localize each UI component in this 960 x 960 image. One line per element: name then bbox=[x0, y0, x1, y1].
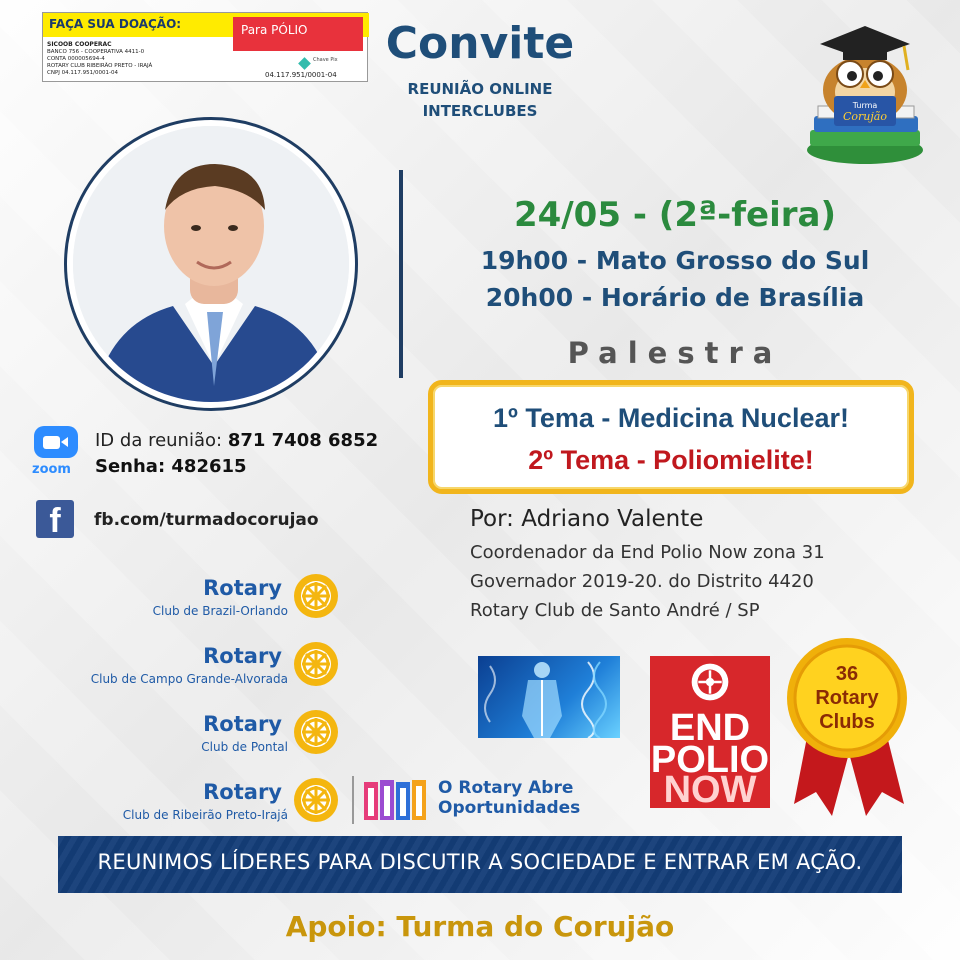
donation-header: FAÇA SUA DOAÇÃO: bbox=[49, 17, 182, 31]
clubs-medal bbox=[786, 632, 934, 820]
pix-icon bbox=[298, 57, 311, 70]
rotary-club bbox=[40, 776, 340, 840]
speaker-photo bbox=[64, 117, 358, 411]
rotary-wordmark: Rotary bbox=[203, 712, 282, 736]
club-name: Club de Brazil-Orlando bbox=[152, 604, 288, 618]
zoom-icon[interactable] bbox=[34, 426, 78, 458]
owl-text-2: Corujão bbox=[843, 110, 887, 123]
rotary-wheel-icon bbox=[292, 776, 340, 824]
bank-line: BANCO 756 - COOPERATIVA 4411-0 bbox=[47, 49, 145, 55]
polio-word: POLIO bbox=[650, 739, 770, 781]
rotary-wordmark: Rotary bbox=[203, 644, 282, 668]
photo-frame bbox=[73, 126, 349, 402]
slogan-divider bbox=[352, 776, 354, 824]
open-doors-icon bbox=[362, 776, 428, 824]
speaker-portrait-icon bbox=[73, 126, 349, 402]
bank-line: CNPJ 04.117.951/0001-04 bbox=[47, 70, 118, 76]
end-word: END bbox=[669, 707, 751, 749]
theme-2: 2º Tema - Poliomielite! bbox=[528, 445, 814, 475]
banner-text: REUNIMOS LÍDERES PARA DISCUTIR A SOCIEDADE E ENTRAR EM AÇÃO. bbox=[97, 850, 863, 874]
rotary-wheel-icon bbox=[292, 708, 340, 756]
owl-logo-icon bbox=[800, 18, 930, 168]
bank-line: SICOOB COOPERAC bbox=[47, 41, 112, 48]
speaker-credential: Rotary Club de Santo André / SP bbox=[470, 600, 760, 621]
page-title: Convite bbox=[385, 18, 575, 69]
club-name: Club de Campo Grande-Alvorada bbox=[90, 672, 288, 686]
meeting-password: Senha: 482615 bbox=[95, 456, 247, 477]
subtitle-line: REUNIÃO ONLINE bbox=[407, 80, 553, 98]
medal-line: Rotary bbox=[815, 687, 879, 709]
theme-1: 1º Tema - Medicina Nuclear! bbox=[493, 403, 849, 433]
speaker-name: Adriano Valente bbox=[521, 506, 704, 532]
themes-box bbox=[428, 380, 914, 494]
zoom-lens-shape bbox=[61, 437, 68, 447]
bottom-banner bbox=[58, 836, 902, 893]
bank-line: ROTARY CLUB RIBEIRÃO PRETO - IRAJÁ bbox=[47, 63, 153, 69]
medal-line: Clubs bbox=[819, 711, 875, 733]
pix-key: 04.117.951/0001-04 bbox=[265, 71, 337, 79]
nuclear-medicine-image bbox=[478, 656, 620, 738]
event-time-brasilia: 20h00 - Horário de Brasília bbox=[485, 283, 865, 312]
zoom-camera-shape bbox=[43, 436, 60, 449]
club-name: Club de Pontal bbox=[201, 740, 288, 754]
slogan-line: O Rotary Abre bbox=[438, 778, 574, 798]
meeting-id-label: ID da reunião: bbox=[95, 430, 223, 451]
event-time-ms: 19h00 - Mato Grosso do Sul bbox=[480, 246, 870, 275]
rotary-wheel-icon bbox=[690, 662, 730, 702]
rotary-club bbox=[40, 572, 340, 636]
now-word: NOW bbox=[663, 769, 757, 811]
bank-line: CONTA 000005694-4 bbox=[47, 56, 105, 62]
event-kind: Palestra bbox=[567, 336, 783, 370]
subtitle bbox=[380, 78, 580, 122]
speaker-by-label: Por: bbox=[470, 506, 514, 532]
club-name: Club de Ribeirão Preto-Irajá bbox=[122, 808, 288, 822]
rotary-wordmark: Rotary bbox=[203, 780, 282, 804]
event-date: 24/05 - (2ª-feira) bbox=[513, 195, 837, 235]
human-body-icon bbox=[478, 656, 620, 738]
zoom-label: zoom bbox=[32, 462, 71, 477]
rotary-wheel-icon bbox=[292, 572, 340, 620]
speaker-line bbox=[470, 506, 703, 532]
rotary-wordmark: Rotary bbox=[203, 576, 282, 600]
owl-text-1: Turma bbox=[852, 101, 878, 110]
meeting-id[interactable] bbox=[95, 430, 378, 451]
support-line: Apoio: Turma do Corujão bbox=[285, 910, 675, 943]
divider bbox=[399, 170, 403, 378]
speaker-credential: Coordenador da End Polio Now zona 31 bbox=[470, 542, 825, 563]
pix-label: Chave Pix bbox=[313, 57, 338, 63]
donation-box bbox=[42, 12, 368, 82]
facebook-icon[interactable]: f bbox=[36, 500, 74, 538]
rotary-club bbox=[40, 640, 340, 704]
subtitle-line: INTERCLUBES bbox=[422, 102, 538, 120]
end-polio-now-logo bbox=[650, 656, 770, 811]
speaker-credential: Governador 2019-20. do Distrito 4420 bbox=[470, 571, 814, 592]
polio-badge: Para PÓLIO bbox=[233, 17, 363, 51]
rotary-club bbox=[40, 708, 340, 772]
meeting-id-value: 871 7408 6852 bbox=[227, 430, 379, 451]
medal-text bbox=[786, 662, 908, 734]
facebook-link[interactable]: fb.com/turmadocorujao bbox=[94, 510, 319, 530]
rotary-wheel-icon bbox=[292, 640, 340, 688]
bank-details bbox=[47, 41, 209, 77]
slogan-line: Oportunidades bbox=[438, 798, 581, 818]
medal-count: 36 bbox=[835, 663, 859, 685]
slogan bbox=[438, 778, 580, 818]
